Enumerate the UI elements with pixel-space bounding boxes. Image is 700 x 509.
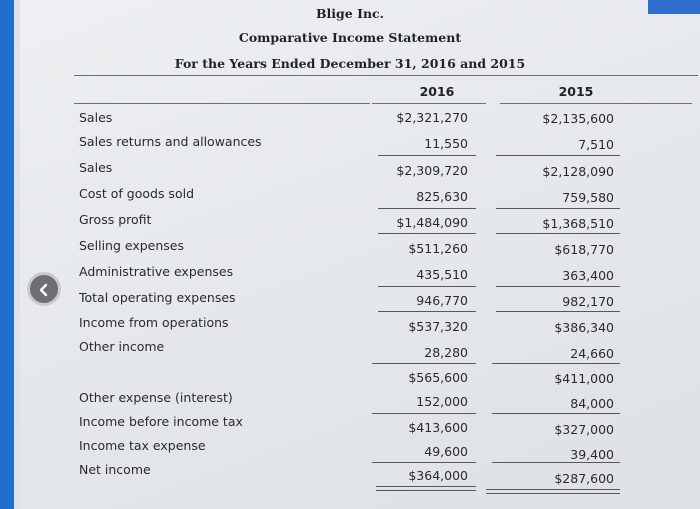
- value-2015: $618,770: [554, 242, 614, 257]
- net-income-double-rule-2016: [376, 486, 476, 491]
- value-2016: 946,770: [416, 293, 468, 308]
- statement-period: For the Years Ended December 31, 2016 and 2015: [174, 56, 526, 71]
- net-income-double-rule-2015: [486, 489, 620, 494]
- row-label: Administrative expenses: [79, 264, 234, 279]
- value-2016: 435,510: [416, 267, 468, 282]
- company-name: Blige Inc.: [315, 6, 384, 21]
- subtotal-rule-2016: [372, 462, 476, 463]
- back-button[interactable]: [27, 272, 61, 306]
- value-2016: $511,260: [408, 241, 468, 256]
- subtotal-rule-2016: [372, 363, 476, 364]
- header-rule: [74, 75, 698, 76]
- value-2015: $386,340: [554, 320, 614, 335]
- row-label: Net income: [79, 462, 151, 477]
- row-label: Sales: [79, 160, 113, 175]
- subtotal-rule-2016: [378, 208, 476, 209]
- value-2015: $2,128,090: [542, 164, 614, 179]
- row-label: Other expense (interest): [79, 390, 233, 405]
- col-2016-header-rule: [372, 103, 486, 104]
- row-label: Income before income tax: [79, 414, 243, 429]
- value-2016: 825,630: [416, 189, 468, 204]
- subtotal-rule-2016: [378, 311, 476, 312]
- row-label: Selling expenses: [79, 238, 185, 253]
- row-label: Sales returns and allowances: [79, 134, 262, 149]
- label-header-rule: [74, 103, 370, 104]
- value-2015: 84,000: [570, 396, 614, 411]
- side-strip: [0, 0, 14, 509]
- value-2015: 363,400: [562, 268, 614, 283]
- subtotal-rule-2015: [496, 286, 620, 287]
- column-header-2015: 2015: [558, 84, 594, 99]
- subtotal-rule-2015: [496, 155, 620, 156]
- value-2015: 7,510: [578, 137, 614, 152]
- value-2016: 152,000: [416, 394, 468, 409]
- subtotal-rule-2015: [496, 208, 620, 209]
- value-2015: 39,400: [570, 447, 614, 462]
- subtotal-rule-2015: [492, 363, 620, 364]
- col-2015-header-rule: [500, 103, 692, 104]
- value-2016: 49,600: [424, 444, 468, 459]
- total-rule-2015: [496, 233, 620, 234]
- subtotal-rule-2015: [492, 413, 620, 414]
- subtotal-rule-2015: [492, 462, 620, 463]
- row-label: Total operating expenses: [79, 290, 236, 305]
- subtotal-rule-2015: [496, 311, 620, 312]
- chevron-left-icon: [37, 282, 51, 296]
- value-2016: $364,000: [408, 468, 468, 483]
- value-2016: $1,484,090: [396, 215, 468, 230]
- total-rule-2016: [378, 233, 476, 234]
- value-2015: 982,170: [562, 294, 614, 309]
- value-2016: $2,309,720: [396, 163, 468, 178]
- value-2015: $1,368,510: [542, 216, 614, 231]
- value-2015: $411,000: [554, 371, 614, 386]
- column-header-2016: 2016: [419, 84, 455, 99]
- statement-title: Comparative Income Statement: [238, 30, 462, 45]
- value-2016: 28,280: [424, 345, 468, 360]
- value-2015: 24,660: [570, 346, 614, 361]
- row-label: Other income: [79, 339, 165, 354]
- value-2016: $2,321,270: [396, 110, 468, 125]
- row-label: Gross profit: [79, 212, 152, 227]
- value-2015: $2,135,600: [542, 111, 614, 126]
- row-label: Sales: [79, 110, 113, 125]
- row-label: Income from operations: [79, 315, 229, 330]
- value-2016: 11,550: [424, 136, 468, 151]
- value-2016: $565,600: [408, 370, 468, 385]
- row-label: Income tax expense: [79, 438, 206, 453]
- value-2016: $413,600: [408, 420, 468, 435]
- value-2015: $287,600: [554, 471, 614, 486]
- value-2015: $327,000: [554, 422, 614, 437]
- value-2016: $537,320: [408, 319, 468, 334]
- row-label: Cost of goods sold: [79, 186, 195, 201]
- value-2015: 759,580: [562, 190, 614, 205]
- subtotal-rule-2016: [378, 286, 476, 287]
- subtotal-rule-2016: [378, 155, 476, 156]
- subtotal-rule-2016: [372, 413, 476, 414]
